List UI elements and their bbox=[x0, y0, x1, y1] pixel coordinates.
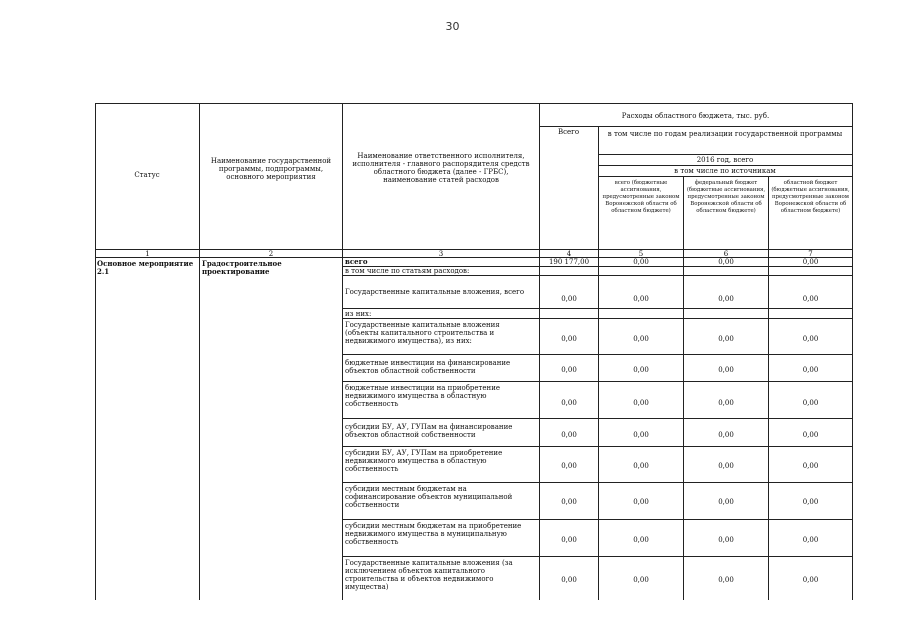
row-value-col7: 0,00 bbox=[802, 498, 819, 506]
row-value-col5: 0,00 bbox=[633, 295, 649, 303]
row-label: всего bbox=[345, 257, 368, 266]
row-value-col4: 0,00 bbox=[561, 399, 577, 407]
row-value-col5: 0,00 bbox=[633, 498, 649, 506]
row-value-col5: 0,00 bbox=[633, 335, 649, 343]
col-number-2: 2 bbox=[268, 250, 274, 258]
row-label: Государственные капитальные вложения (объекты капитального строительства и недвижимого имущества), из них: bbox=[345, 321, 500, 345]
row-value-col7: 0,00 bbox=[802, 335, 819, 343]
row-label: Государственные капитальные вложения, всего bbox=[345, 288, 525, 296]
row-value-col5: 0,00 bbox=[633, 366, 649, 374]
header-program-name: Наименование государственной программы, подпрограммы, основного мероприятия bbox=[210, 157, 332, 181]
row-label: бюджетные инвестиции на финансирование объектов областной собственности bbox=[345, 359, 511, 375]
row-value-col6: 0,00 bbox=[718, 431, 734, 439]
header-executor: Наименование ответственного исполнителя, исполнителя - главного распорядителя средств областного бюджета (далее - ГРБС), наименование статей расходов bbox=[352, 152, 530, 184]
col-number-5: 5 bbox=[638, 250, 644, 258]
row-value-col4: 0,00 bbox=[561, 295, 577, 303]
program-cell: Градостроительное проектирование bbox=[202, 259, 282, 276]
col-number-1: 1 bbox=[145, 250, 150, 258]
row-value-col7: 0,00 bbox=[802, 462, 819, 470]
row-value-col6: 0,00 bbox=[718, 399, 734, 407]
row-label: из них: bbox=[345, 310, 372, 318]
row-value-col5: 0,00 bbox=[633, 462, 649, 470]
row-value-col7: 0,00 bbox=[802, 576, 819, 584]
row-value-col7: 0,00 bbox=[802, 431, 819, 439]
row-label: субсидии местным бюджетам на софинансирование объектов муниципальной собственности bbox=[345, 485, 513, 509]
row-label: субсидии БУ, АУ, ГУПам на финансирование объектов областной собственности bbox=[345, 423, 513, 439]
row-value-col7: 0,00 bbox=[802, 295, 819, 303]
header-src-regional: областной бюджет (бюджетные ассигнования, предусмотренные законом Воронежской области об областном бюджете) bbox=[771, 180, 850, 214]
row-label: субсидии местным бюджетам на приобретение недвижимого имущества в муниципальную собственность bbox=[345, 522, 522, 546]
row-value-col7: 0,00 bbox=[802, 399, 819, 407]
col-number-4: 4 bbox=[566, 250, 572, 258]
row-value-col4: 190 177,00 bbox=[548, 258, 590, 266]
row-value-col6: 0,00 bbox=[718, 258, 734, 266]
row-value-col4: 0,00 bbox=[561, 335, 577, 343]
row-label: бюджетные инвестиции на приобретение недвижимого имущества в областную собственность bbox=[345, 384, 501, 408]
header-src-total: всего (бюджетные ассигнования, предусмотренные законом Воронежской области об областном бюджете) bbox=[602, 180, 680, 214]
row-value-col6: 0,00 bbox=[718, 366, 734, 374]
header-by-years: в том числе по годам реализации государственной программы bbox=[607, 130, 843, 138]
row-value-col7: 0,00 bbox=[802, 258, 819, 266]
row-value-col4: 0,00 bbox=[561, 462, 577, 470]
col-number-3: 3 bbox=[438, 250, 444, 258]
row-label: Государственные капитальные вложения (за исключением объектов капитального строительства и объектов недвижимого имущества) bbox=[345, 559, 513, 591]
row-label: в том числе по статьям расходов: bbox=[345, 267, 470, 275]
header-by-sources: в том числе по источникам bbox=[674, 167, 776, 175]
header-total: Всего bbox=[557, 128, 580, 136]
row-value-col5: 0,00 bbox=[633, 536, 649, 544]
row-value-col6: 0,00 bbox=[718, 335, 734, 343]
row-value-col6: 0,00 bbox=[718, 498, 734, 506]
row-value-col5: 0,00 bbox=[633, 399, 649, 407]
row-value-col4: 0,00 bbox=[561, 431, 577, 439]
header-year-total: 2016 год, всего bbox=[696, 156, 754, 164]
row-value-col7: 0,00 bbox=[802, 536, 819, 544]
row-value-col4: 0,00 bbox=[561, 576, 577, 584]
col-number-6: 6 bbox=[723, 250, 729, 258]
row-value-col4: 0,00 bbox=[561, 498, 577, 506]
row-value-col6: 0,00 bbox=[718, 536, 734, 544]
row-label: субсидии БУ, АУ, ГУПам на приобретение недвижимого имущества в областную собственность bbox=[345, 449, 503, 473]
row-value-col4: 0,00 bbox=[561, 536, 577, 544]
row-value-col6: 0,00 bbox=[718, 462, 734, 470]
row-value-col5: 0,00 bbox=[633, 258, 649, 266]
row-value-col6: 0,00 bbox=[718, 295, 734, 303]
row-value-col5: 0,00 bbox=[633, 431, 649, 439]
header-src-federal: федеральный бюджет (бюджетные ассигнования, предусмотренные законом Воронежской области об областном бюджете) bbox=[686, 180, 766, 214]
header-status: Статус bbox=[134, 171, 160, 179]
row-value-col6: 0,00 bbox=[718, 576, 734, 584]
row-value-col5: 0,00 bbox=[633, 576, 649, 584]
row-value-col4: 0,00 bbox=[561, 366, 577, 374]
page-number: 30 bbox=[445, 20, 460, 33]
status-cell: Основное мероприятие 2.1 bbox=[97, 259, 194, 276]
row-value-col7: 0,00 bbox=[802, 366, 819, 374]
header-expenses: Расходы областного бюджета, тыс. руб. bbox=[621, 112, 770, 120]
col-number-7: 7 bbox=[808, 250, 813, 258]
